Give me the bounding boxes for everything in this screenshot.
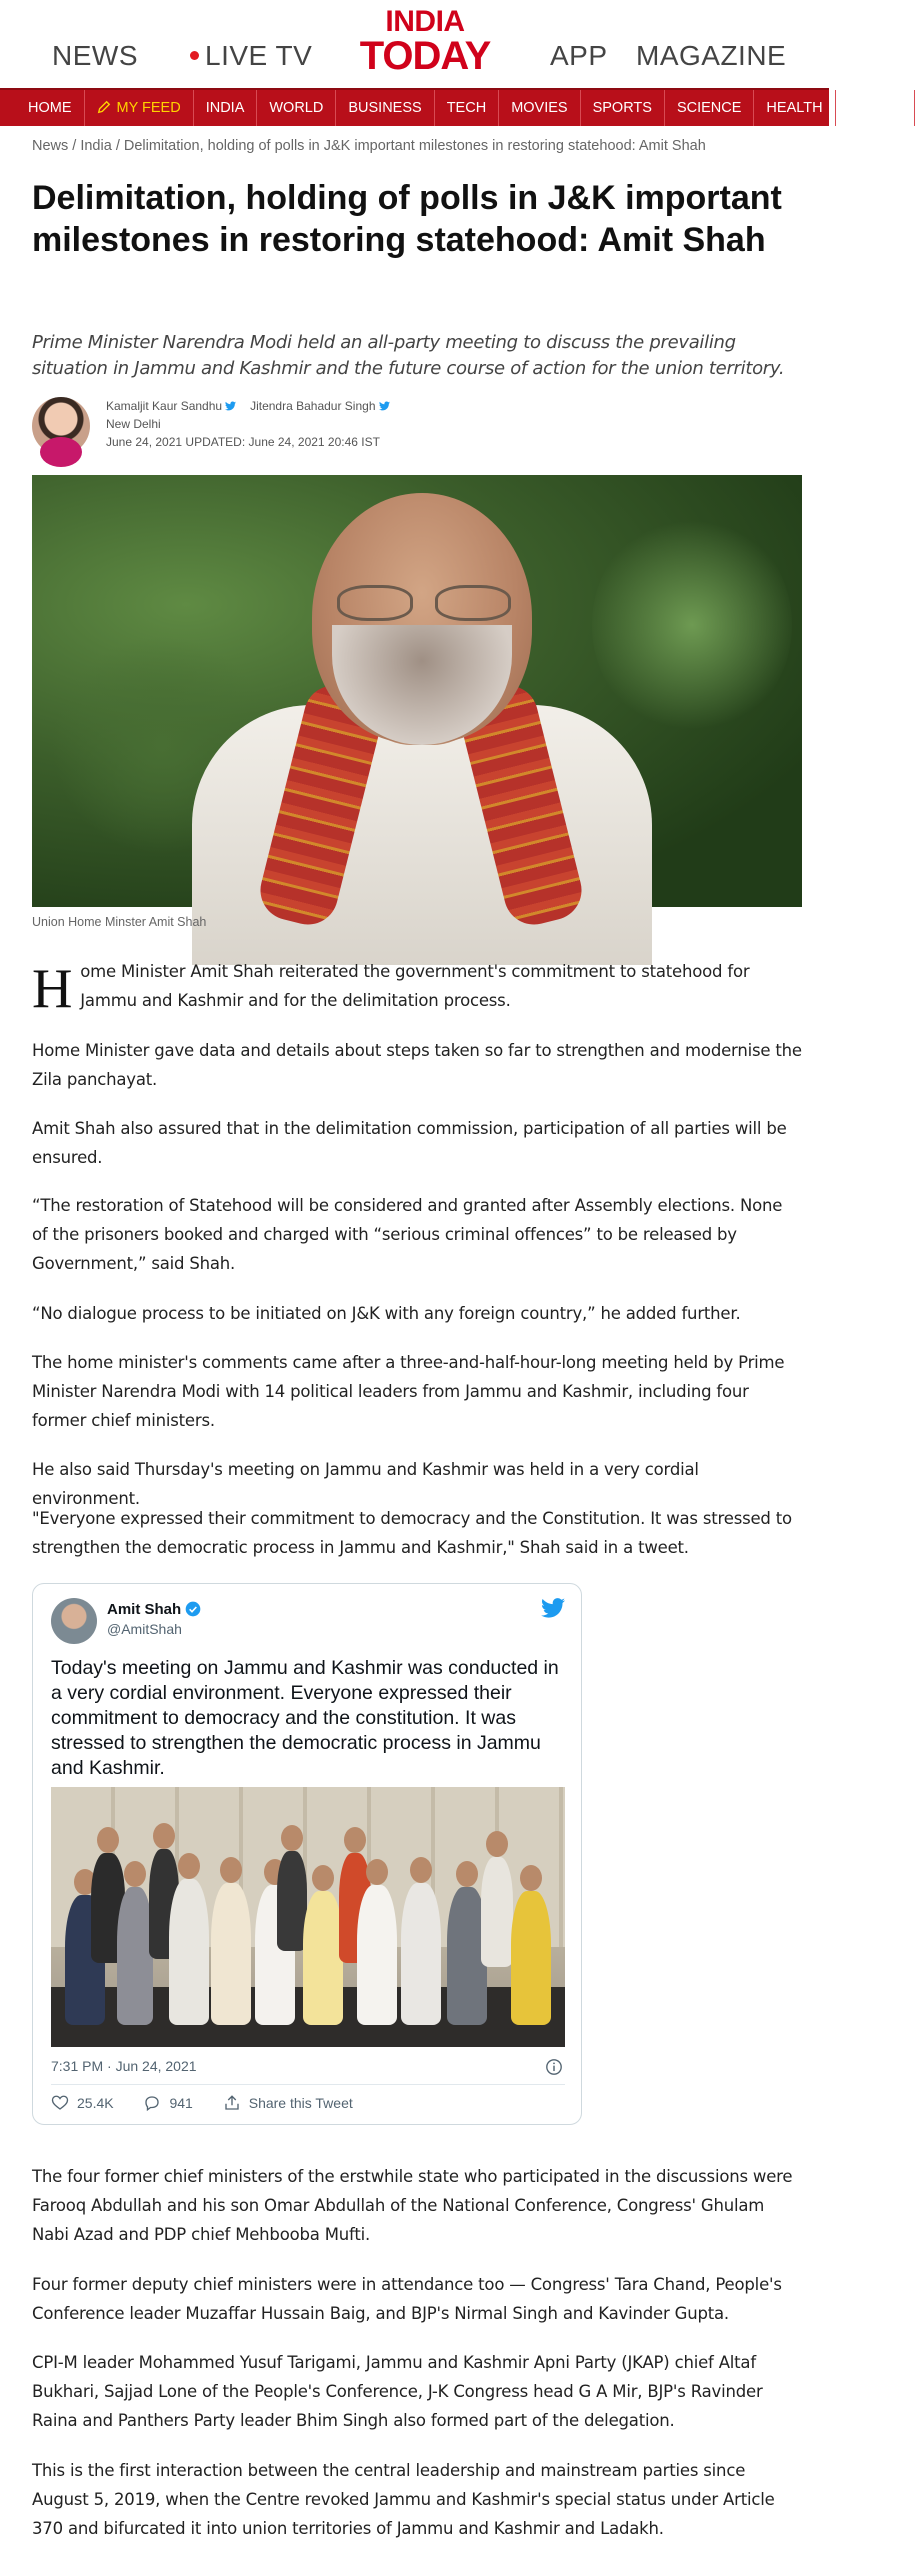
article-paragraph-9: The four former chief ministers of the erstwhile state who participated in the discussions were Farooq Abdullah and his son Omar Abdullah of the National Conference, Congress' Ghulam Nabi Azad and PDP chief Mehbooba Mufti. (32, 2167, 793, 2244)
breadcrumb[interactable]: News / India / Delimitation, holding of polls in J&K important milestones in restoring statehood: Amit Shah (32, 138, 706, 154)
embedded-tweet[interactable] (32, 1583, 582, 2125)
page-title: Delimitation, holding of polls in J&K important milestones in restoring statehood: Amit Shah (32, 179, 782, 259)
magazine-link[interactable]: MAGAZINE (636, 40, 787, 71)
logo-line1: INDIA (385, 5, 465, 38)
nav-item-science[interactable]: SCIENCE (665, 90, 754, 126)
nav-item-home[interactable]: HOME (0, 90, 85, 126)
byline (32, 397, 632, 457)
site-header (0, 0, 829, 88)
paragraph-text: ome Minister Amit Shah reiterated the government's commitment to statehood for Jammu and Kashmir and for the delimitation process. (80, 962, 750, 1010)
nav-item-movies[interactable]: MOVIES (499, 90, 580, 126)
live-tv-link[interactable] (190, 40, 312, 72)
nav-item-videos[interactable]: VIDEOS (836, 90, 915, 126)
verified-badge-icon (185, 1601, 201, 1617)
nav-item-world[interactable]: WORLD (257, 90, 336, 126)
live-tv-label: LIVE TV (205, 40, 313, 71)
dateline-place: New Delhi (106, 417, 161, 431)
article-paragraph-10: Four former deputy chief ministers were in attendance too — Congress' Tara Chand, People's Conference leader Muzaffar Hussain Baig, and BJP's Nirmal Singh and Kavinder Gupta. (32, 2275, 782, 2323)
reply-count: 941 (169, 2095, 193, 2111)
article-paragraph-1 (32, 957, 802, 1020)
nav-item-business[interactable]: BUSINESS (336, 90, 434, 126)
drop-cap: H (32, 958, 73, 1020)
publish-dates: June 24, 2021 UPDATED: June 24, 2021 20:46 IST (106, 435, 380, 449)
live-dot-icon (190, 51, 199, 60)
author-avatar[interactable] (32, 397, 90, 455)
reply-button[interactable] (143, 2094, 192, 2112)
like-button[interactable] (51, 2094, 114, 2112)
tweet-timestamp[interactable]: 7:31 PM · Jun 24, 2021 (51, 2058, 197, 2074)
india-today-logo[interactable] (350, 5, 500, 78)
article-paragraph-8: "Everyone expressed their commitment to democracy and the Constitution. It was stressed to strengthen the democratic process in Jammu and Kashmir," Shah said in a tweet. (32, 1509, 792, 1557)
nav-item-my-feed[interactable] (85, 90, 194, 126)
twitter-icon[interactable] (379, 401, 390, 411)
article-paragraph-3: Amit Shah also assured that in the delimitation commission, participation of all parties will be ensured. (32, 1119, 787, 1167)
tweet-text: Today's meeting on Jammu and Kashmir was conducted in a very cordial environment. Everyone expressed their commitment to democracy and the constitution. It was stressed to strengthen the democratic process in Jammu and Kashmir. (51, 1657, 559, 1779)
pencil-icon (97, 100, 111, 114)
nav-item-india[interactable]: INDIA (194, 90, 258, 126)
nav-item-sports[interactable]: SPORTS (581, 90, 665, 126)
reply-bubble-icon (143, 2094, 161, 2112)
image-caption: Union Home Minster Amit Shah (32, 915, 207, 929)
share-icon (223, 2094, 241, 2112)
article-paragraph-4: “The restoration of Statehood will be considered and granted after Assembly elections. None of the prisoners booked and charged with “serious criminal offences” to be released by Government,” said Shah. (32, 1196, 783, 1273)
nav-item-my-feed-label: MY FEED (116, 100, 181, 116)
author-list (106, 399, 390, 413)
article-paragraph-2: Home Minister gave data and details about steps taken so far to strengthen and modernise the Zila panchayat. (32, 1041, 802, 1089)
author-2[interactable]: Jitendra Bahadur Singh (250, 399, 376, 413)
heart-icon (51, 2094, 69, 2112)
tweet-photo[interactable] (51, 1787, 565, 2047)
nav-item-health[interactable]: HEALTH (754, 90, 835, 126)
news-link[interactable]: NEWS (52, 40, 138, 71)
article-paragraph-12: This is the first interaction between the central leadership and mainstream parties since August 5, 2019, when the Centre revoked Jammu and Kashmir's special status under Article 370 and bifurcated it into union territories of Jammu and Kashmir and Ladakh. (32, 2461, 775, 2538)
twitter-icon[interactable] (225, 401, 236, 411)
tweet-handle[interactable]: @AmitShah (107, 1621, 182, 1637)
main-nav (0, 88, 903, 126)
tweet-avatar[interactable] (51, 1598, 97, 1644)
tweet-author-name[interactable] (107, 1601, 201, 1618)
like-count: 25.4K (77, 2095, 114, 2111)
share-tweet-label: Share this Tweet (248, 2095, 353, 2111)
article-paragraph-11: CPI-M leader Mohammed Yusuf Tarigami, Jammu and Kashmir Apni Party (JKAP) chief Altaf Bukhari, Sajjad Lone of the People's Conference, J-K Congress head G A Mir, BJP's Ravinder Raina and Panthers Party leader Bhim Singh also formed part of the delegation. (32, 2353, 763, 2430)
nav-item-tech[interactable]: TECH (435, 90, 499, 126)
article-paragraph-5: “No dialogue process to be initiated on J&K with any foreign country,” he added further. (32, 1304, 741, 1323)
twitter-logo-icon[interactable] (541, 1598, 565, 1618)
hero-image (32, 475, 802, 907)
article-summary: Prime Minister Narendra Modi held an all-party meeting to discuss the prevailing situation in Jammu and Kashmir and the future course of action for the union territory. (32, 332, 785, 379)
author-1[interactable]: Kamaljit Kaur Sandhu (106, 399, 223, 413)
article-paragraph-7: He also said Thursday's meeting on Jammu and Kashmir was held in a very cordial environment. (32, 1460, 699, 1508)
logo-line2: TODAY (359, 33, 491, 78)
info-icon[interactable] (545, 2058, 563, 2076)
share-tweet-button[interactable] (223, 2094, 353, 2112)
app-link[interactable]: APP (550, 40, 608, 71)
tweet-actions (51, 2094, 379, 2112)
article-paragraph-6: The home minister's comments came after a three-and-half-hour-long meeting held by Prime Minister Narendra Modi with 14 political leaders from Jammu and Kashmir, including four former chief ministers. (32, 1353, 785, 1430)
tweet-author-name-text: Amit Shah (107, 1601, 182, 1618)
